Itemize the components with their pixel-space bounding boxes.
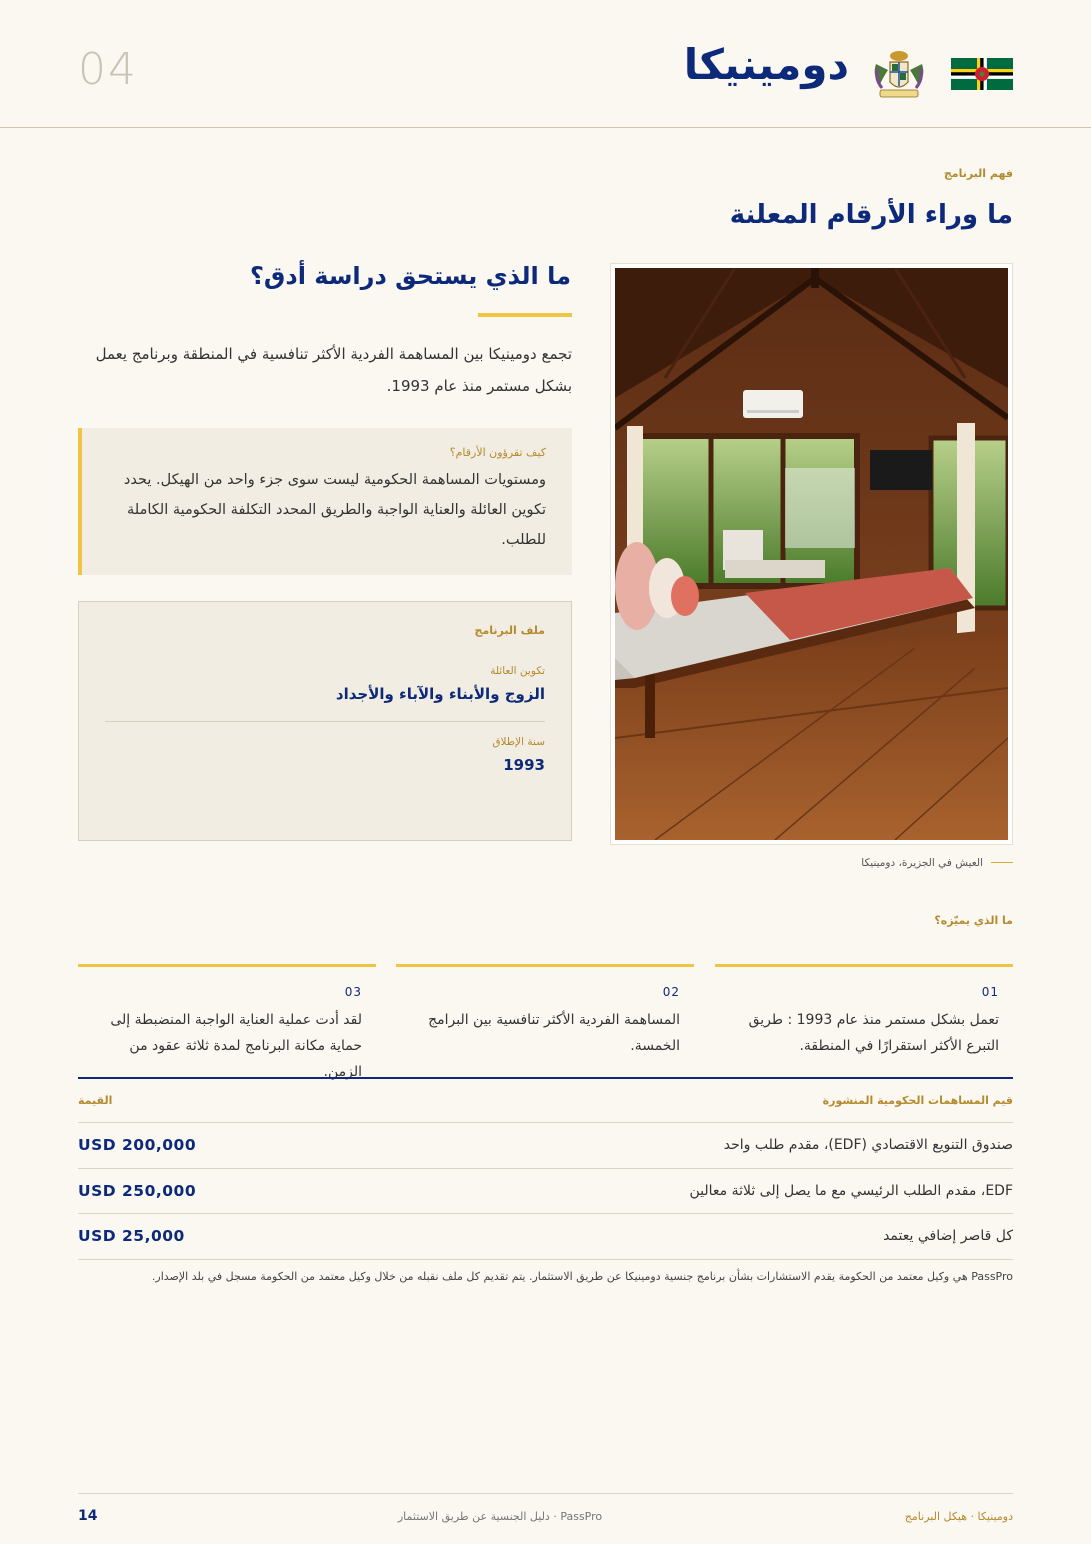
feature-number: 03 bbox=[344, 985, 362, 999]
row-value: USD 200,000 bbox=[78, 1136, 197, 1155]
bedroom-photo bbox=[610, 263, 1013, 845]
table-header bbox=[78, 1079, 1013, 1123]
feature-item bbox=[715, 964, 1013, 1059]
note-callout bbox=[78, 428, 572, 575]
note-text: ومستويات المساهمة الحكومية ليست سوى جزء واحد من الهيكل. يحدد تكوين العائلة والعناية الواجبة والطريق المحدد التكلفة الحكومية الكاملة للطلب. bbox=[123, 472, 546, 548]
table-row bbox=[78, 1214, 1013, 1260]
page-header bbox=[0, 0, 1091, 128]
title-underline bbox=[478, 313, 572, 317]
family-value: الزوج والأبناء والآباء والأجداد bbox=[335, 685, 545, 703]
family-label: تكوين العائلة bbox=[490, 665, 545, 677]
footer-page-number: 14 bbox=[78, 1508, 98, 1524]
feature-number: 02 bbox=[662, 985, 680, 999]
row-value: USD 250,000 bbox=[78, 1181, 197, 1200]
row-label: EDF، مقدم الطلب الرئيسي مع ما يصل إلى ثلاثة معالين bbox=[689, 1182, 1013, 1199]
contributions-table bbox=[78, 1077, 1013, 1260]
question-title: ما الذي يستحق دراسة أدق؟ bbox=[250, 262, 571, 290]
year-value: 1993 bbox=[503, 756, 545, 774]
table-row bbox=[78, 1169, 1013, 1215]
feature-item bbox=[78, 964, 376, 1085]
photo-caption: العيش في الجزيرة، دومينيكا bbox=[861, 857, 983, 869]
note-label: كيف تقرؤون الأرقام؟ bbox=[449, 446, 546, 459]
table-footnote: PassPro هي وكيل معتمد من الحكومة يقدم الاستشارات بشأن برنامج جنسية دومينيكا عن طريق الاستثمار. يتم تقديم كل ملف نقبله من خلال وكيل معتمد من الحكومة مسجل في بلد الإصدار. bbox=[151, 1270, 1013, 1283]
program-profile-card bbox=[78, 601, 572, 841]
field-divider bbox=[105, 721, 545, 722]
table-row bbox=[78, 1123, 1013, 1169]
footer-section: دومينيكا · هيكل البرنامج bbox=[904, 1510, 1013, 1523]
dominica-flag-icon bbox=[951, 58, 1013, 90]
bedroom-illustration bbox=[615, 268, 1008, 840]
footer-publication: PassPro · دليل الجنسية عن طريق الاستثمار bbox=[397, 1510, 603, 1523]
features-eyebrow: ما الذي يميّزه؟ bbox=[934, 914, 1013, 927]
row-label: كل قاصر إضافي يعتمد bbox=[883, 1228, 1013, 1245]
footer-divider bbox=[78, 1493, 1013, 1494]
feature-text: المساهمة الفردية الأكثر تنافسية بين البرامج الخمسة. bbox=[428, 1012, 680, 1054]
year-label: سنة الإطلاق bbox=[492, 736, 545, 748]
table-col-label: قيم المساهمات الحكومية المنشورة bbox=[822, 1094, 1013, 1107]
section-title: ما وراء الأرقام المعلنة bbox=[729, 200, 1013, 230]
row-value: USD 25,000 bbox=[78, 1227, 185, 1246]
intro-paragraph: تجمع دومينيكا بين المساهمة الفردية الأكثر تنافسية في المنطقة وبرنامج يعمل بشكل مستمر منذ عام 1993. bbox=[95, 345, 572, 395]
row-label: صندوق التنويع الاقتصادي (EDF)، مقدم طلب واحد bbox=[723, 1137, 1013, 1154]
feature-number: 01 bbox=[981, 985, 999, 999]
feature-text: لقد أدت عملية العناية الواجبة المنضبطة إلى حماية مكانة البرنامج لمدة ثلاثة عقود من الزمن. bbox=[110, 1012, 362, 1080]
table-col-value: القيمة bbox=[78, 1094, 113, 1107]
coat-of-arms-icon bbox=[868, 48, 930, 100]
section-eyebrow: فهم البرنامج bbox=[943, 167, 1013, 180]
profile-label: ملف البرنامج bbox=[474, 624, 545, 637]
page-code: 04 bbox=[78, 44, 138, 95]
caption-line bbox=[991, 862, 1013, 863]
feature-text: تعمل بشكل مستمر منذ عام 1993 : طريق التبرع الأكثر استقرارًا في المنطقة. bbox=[748, 1012, 999, 1054]
feature-item bbox=[396, 964, 694, 1059]
country-title: دومينيكا bbox=[683, 40, 849, 89]
